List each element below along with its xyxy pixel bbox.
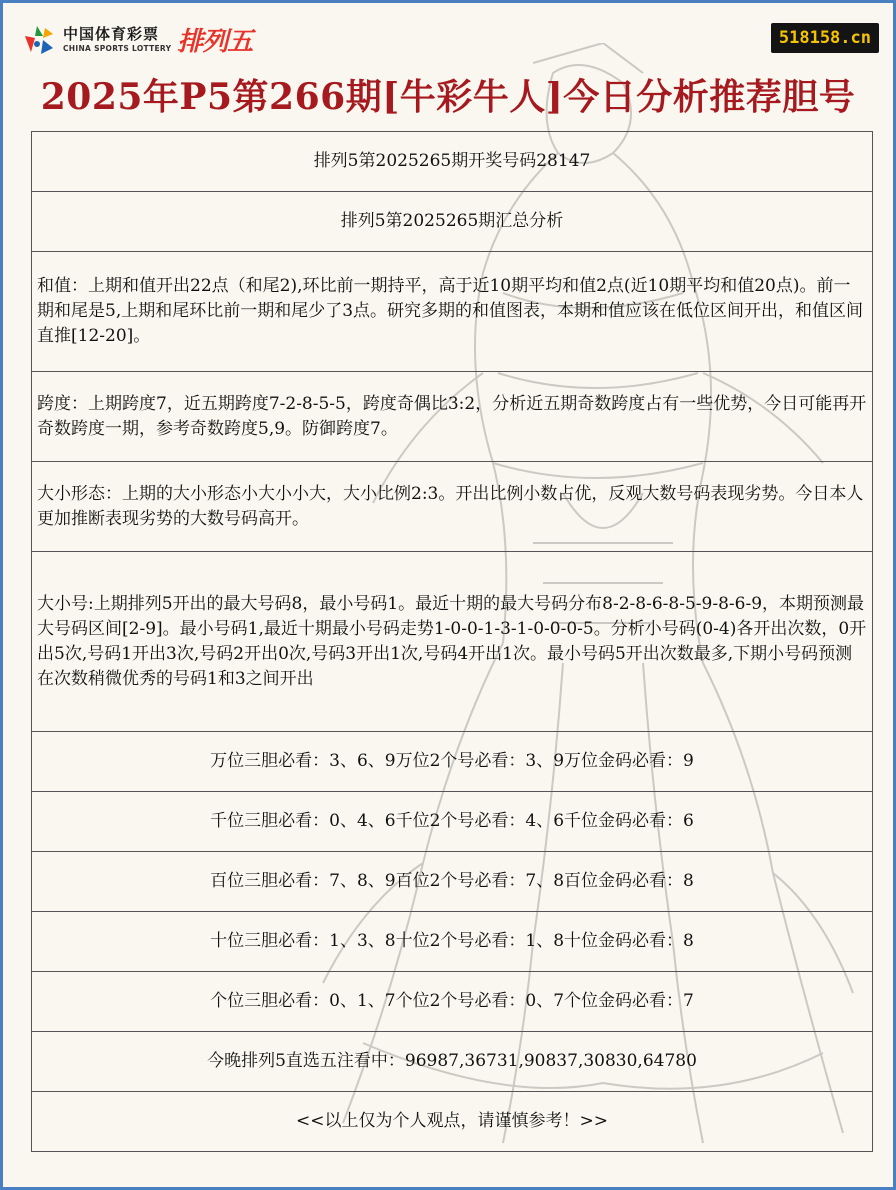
table-row	[32, 852, 873, 912]
size-pattern-analysis-cell: 大小形态：上期的大小形态小大小小大，大小比例2:3。开出比例小数占优，反观大数号码表现劣势。今日本人更加推断表现劣势的大数号码高开。	[32, 462, 873, 552]
site-badge[interactable]: 518158.cn	[771, 23, 879, 53]
size-number-analysis-cell: 大小号:上期排列5开出的最大号码8，最小号码1。最近十期的最大号码分布8-2-8-6-8-5-9-8-6-9，本期预测最大号码区间[2-9]。最小号码1,最近十期最小号码走势1-0-0-1-3-1-0-0-0-5。分析小号码(0-4)各开出次数，0开出5次,号码1开出3次,号码2开出0次,号码3开出1次,号码4开出1次。最小号码5开出次数最多,下期小号码预测在次数稍微优秀的号码1和3之间开出	[32, 552, 873, 732]
span-analysis-cell: 跨度：上期跨度7，近五期跨度7-2-8-5-5，跨度奇偶比3:2，分析近五期奇数跨度占有一些优势，今日可能再开奇数跨度一期，参考奇数跨度5,9。防御跨度7。	[32, 372, 873, 462]
table-row	[32, 252, 873, 372]
analysis-table	[31, 131, 873, 1152]
table-row	[32, 1092, 873, 1152]
qian-position-pick-cell: 千位三胆必看：0、4、6千位2个号必看：4、6千位金码必看：6	[32, 792, 873, 852]
shi-position-pick-cell: 十位三胆必看：1、3、8十位2个号必看：1、8十位金码必看：8	[32, 912, 873, 972]
tonight-picks-cell: 今晚排列5直选五注看中：96987,36731,90837,30830,64780	[32, 1032, 873, 1092]
logo-english-name: CHINA SPORTS LOTTERY	[63, 43, 172, 53]
lottery-star-icon	[21, 22, 57, 58]
table-row	[32, 462, 873, 552]
bai-position-pick-cell: 百位三胆必看：7、8、9百位2个号必看：7、8百位金码必看：8	[32, 852, 873, 912]
table-row	[32, 1032, 873, 1092]
page-title: 2025年P5第266期[牛彩牛人]今日分析推荐胆号	[40, 76, 856, 118]
table-row	[32, 732, 873, 792]
ge-position-pick-cell: 个位三胆必看：0、1、7个位2个号必看：0、7个位金码必看：7	[32, 972, 873, 1032]
table-row	[32, 132, 873, 192]
table-row	[32, 372, 873, 462]
table-row	[32, 552, 873, 732]
logo-chinese-name: 中国体育彩票	[63, 24, 160, 43]
table-row	[32, 972, 873, 1032]
table-row	[32, 792, 873, 852]
table-row	[32, 912, 873, 972]
china-sports-lottery-logo	[21, 21, 252, 58]
wan-position-pick-cell: 万位三胆必看：3、6、9万位2个号必看：3、9万位金码必看：9	[32, 732, 873, 792]
draw-result-cell: 排列5第2025265期开奖号码28147	[32, 132, 873, 192]
sum-value-analysis-cell: 和值：上期和值开出22点（和尾2),环比前一期持平，高于近10期平均和值2点(近10期平均和值20点)。前一期和尾是5,上期和尾环比前一期和尾少了3点。研究多期的和值图表，本期和值应该在低位区间开出，和值区间直推[12-20]。	[32, 252, 873, 372]
table-row	[32, 192, 873, 252]
summary-title-cell: 排列5第2025265期汇总分析	[32, 192, 873, 252]
header	[3, 3, 893, 133]
disclaimer-cell: <<以上仅为个人观点，请谨慎参考！>>	[32, 1092, 873, 1152]
game-name-logo: 排列五	[177, 27, 253, 57]
